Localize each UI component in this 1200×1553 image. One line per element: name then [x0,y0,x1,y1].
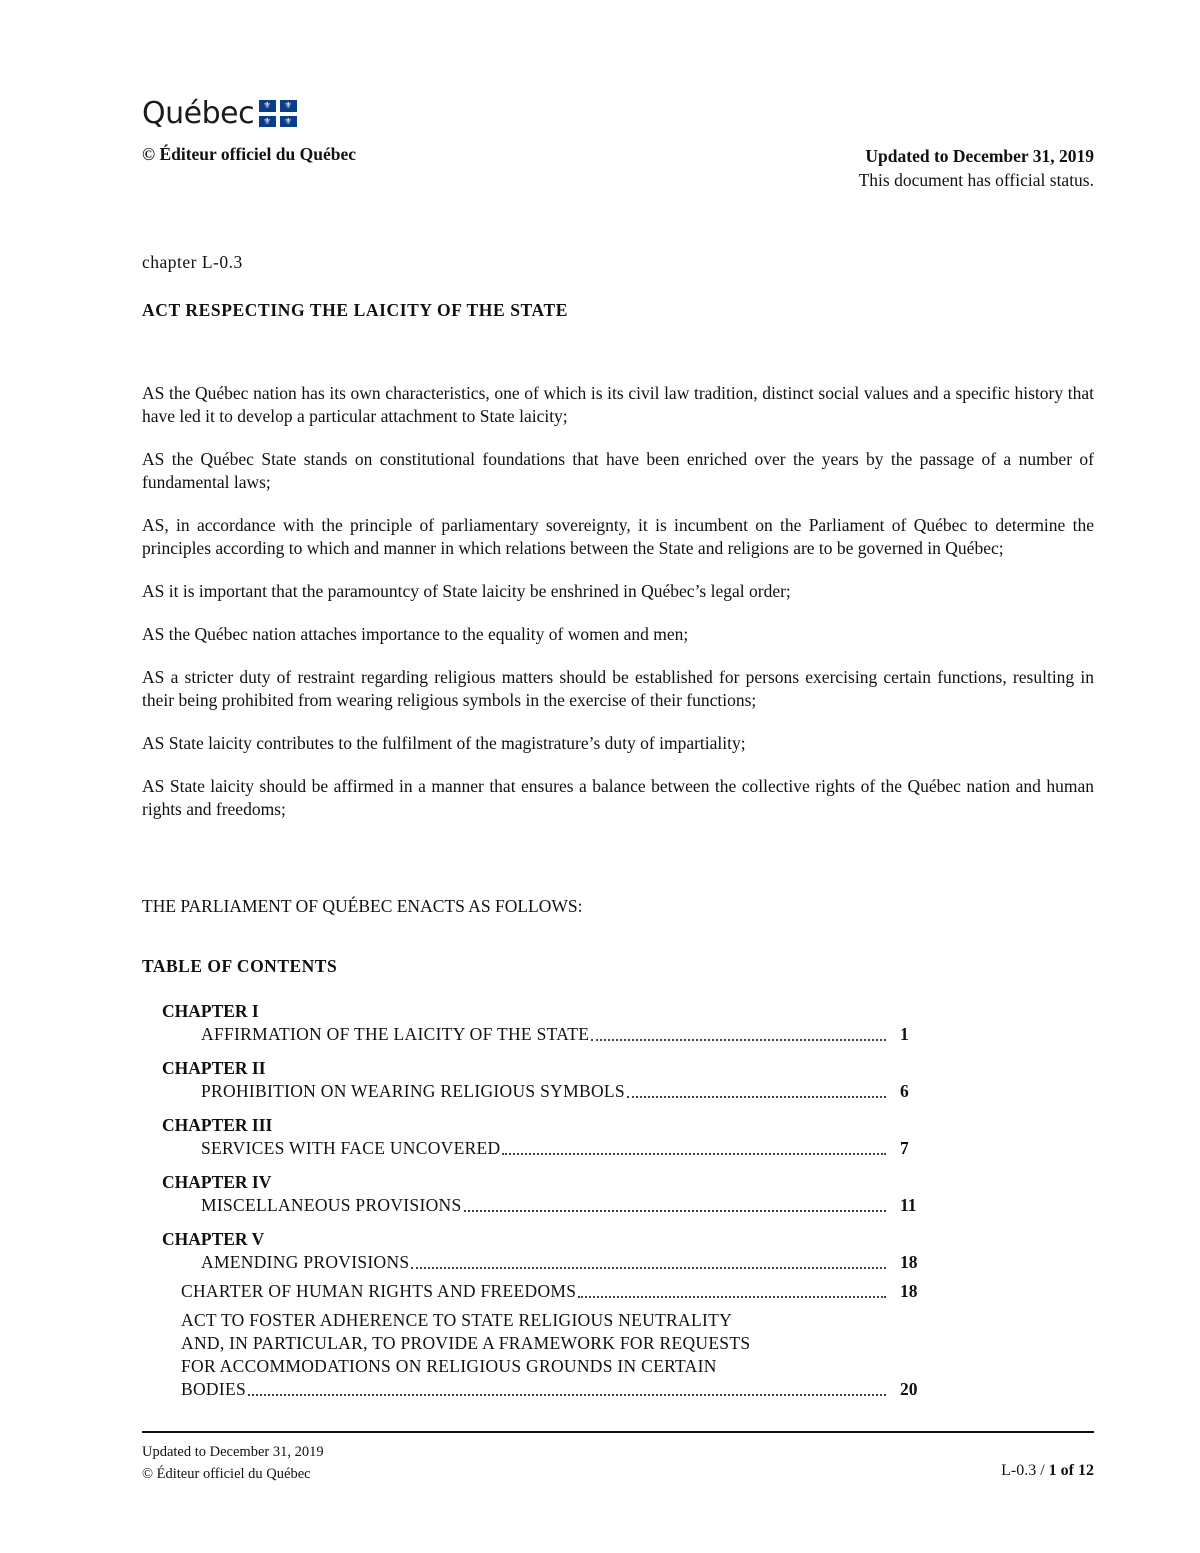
toc-chapter-heading: CHAPTER II [162,1058,266,1078]
act-title: ACT RESPECTING THE LAICITY OF THE STATE [142,300,569,320]
toc-entry-title-line: AND, IN PARTICULAR, TO PROVIDE A FRAMEWORK FOR REQUESTS [181,1333,751,1353]
toc-entry-title-line: BODIES [181,1379,246,1399]
footer-rule [142,1431,1094,1433]
toc-page-number: 6 [900,1081,909,1101]
toc-entry-title-line: FOR ACCOMMODATIONS ON RELIGIOUS GROUNDS IN CERTAIN [181,1356,717,1376]
chapter-label: chapter L-0.3 [142,252,243,272]
toc-page-number: 20 [900,1379,918,1399]
quebec-flag-icon: ⚜ ⚜ ⚜ ⚜ [259,100,297,127]
preamble-paragraph: AS State laicity should be affirmed in a manner that ensures a balance between the collective rights of the Québec nation and human rights and freedoms; [142,776,1094,819]
preamble-paragraph: AS it is important that the paramountcy of State laicity be enshrined in Québec’s legal order; [142,581,791,601]
header-updated: Updated to December 31, 2019 [865,146,1094,166]
leader-dots [627,1096,886,1098]
toc-chapter [162,1057,922,1103]
toc-entry-link[interactable] [162,1080,922,1103]
preamble-paragraph: AS, in accordance with the principle of parliamentary sovereignty, it is incumbent on the Parliament of Québec to determine the principles according to which and manner in which relations between the State and religions are to be governed in Québec; [142,515,1094,558]
leader-dots [578,1296,886,1298]
toc-entry-link[interactable] [162,1137,922,1160]
toc-chapter [162,1000,922,1046]
toc-entry-title: AFFIRMATION OF THE LAICITY OF THE STATE [201,1024,590,1044]
footer-page-number: 1 of 12 [1048,1462,1094,1479]
toc-page-number: 18 [900,1252,918,1272]
toc-page-number: 1 [900,1024,909,1044]
toc-page-number: 11 [900,1195,917,1215]
footer-updated: Updated to December 31, 2019 [142,1444,324,1460]
toc-entry-link[interactable] [162,1023,922,1046]
footer-publisher: © Éditeur officiel du Québec [142,1466,311,1482]
preamble-paragraph: AS a stricter duty of restraint regarding religious matters should be established for persons exercising certain functions, resulting in their being prohibited from wearing religious symbols in the exercise of their functions; [142,667,1094,710]
toc-entry-title: AMENDING PROVISIONS [201,1252,410,1272]
toc-chapter-heading: CHAPTER I [162,1001,259,1021]
toc-subentry-link[interactable] [162,1309,922,1401]
preamble [142,382,1094,841]
leader-dots [464,1210,887,1212]
toc-entry-link[interactable] [162,1194,922,1217]
logo-text: Québec [142,96,255,131]
toc-chapter-heading: CHAPTER III [162,1115,273,1135]
leader-dots [502,1153,886,1155]
quebec-logo [142,96,297,131]
footer-page-info [1001,1462,1094,1480]
toc-chapter [162,1228,922,1274]
toc-subentry-link[interactable] [162,1280,922,1303]
toc-page-number: 18 [900,1281,918,1301]
preamble-paragraph: AS the Québec State stands on constitutional foundations that have been enriched over the years by the passage of a number of fundamental laws; [142,449,1094,492]
preamble-paragraph: AS State laicity contributes to the fulfilment of the magistrature’s duty of impartiality; [142,733,746,753]
preamble-paragraph: AS the Québec nation has its own characteristics, one of which is its civil law tradition, distinct social values and a specific history that have led it to develop a particular attachment to State laicity; [142,383,1094,426]
toc-entry-title: PROHIBITION ON WEARING RELIGIOUS SYMBOLS [201,1081,625,1101]
toc-chapter [162,1171,922,1217]
leader-dots [411,1267,886,1269]
toc-entry-title: MISCELLANEOUS PROVISIONS [201,1195,462,1215]
toc-chapter-heading: CHAPTER V [162,1229,265,1249]
header-status-block [859,144,1094,192]
enacting-clause: THE PARLIAMENT OF QUÉBEC ENACTS AS FOLLOWS: [142,896,583,916]
toc-chapter-heading: CHAPTER IV [162,1172,272,1192]
toc-entry-title: SERVICES WITH FACE UNCOVERED [201,1138,501,1158]
footer-code: L-0.3 / [1001,1462,1049,1479]
table-of-contents [162,1000,922,1401]
leader-dots [248,1394,886,1396]
toc-title: TABLE OF CONTENTS [142,956,338,976]
header-official-status: This document has official status. [858,170,1094,190]
toc-entry-link[interactable] [162,1251,922,1274]
header-publisher: © Éditeur officiel du Québec [142,144,356,164]
toc-chapter [162,1114,922,1160]
toc-page-number: 7 [900,1138,909,1158]
footer-left [142,1441,324,1485]
leader-dots [591,1039,886,1041]
toc-entry-title-line: ACT TO FOSTER ADHERENCE TO STATE RELIGIOUS NEUTRALITY [181,1310,733,1330]
toc-entry-title: CHARTER OF HUMAN RIGHTS AND FREEDOMS [181,1281,577,1301]
preamble-paragraph: AS the Québec nation attaches importance to the equality of women and men; [142,624,689,644]
